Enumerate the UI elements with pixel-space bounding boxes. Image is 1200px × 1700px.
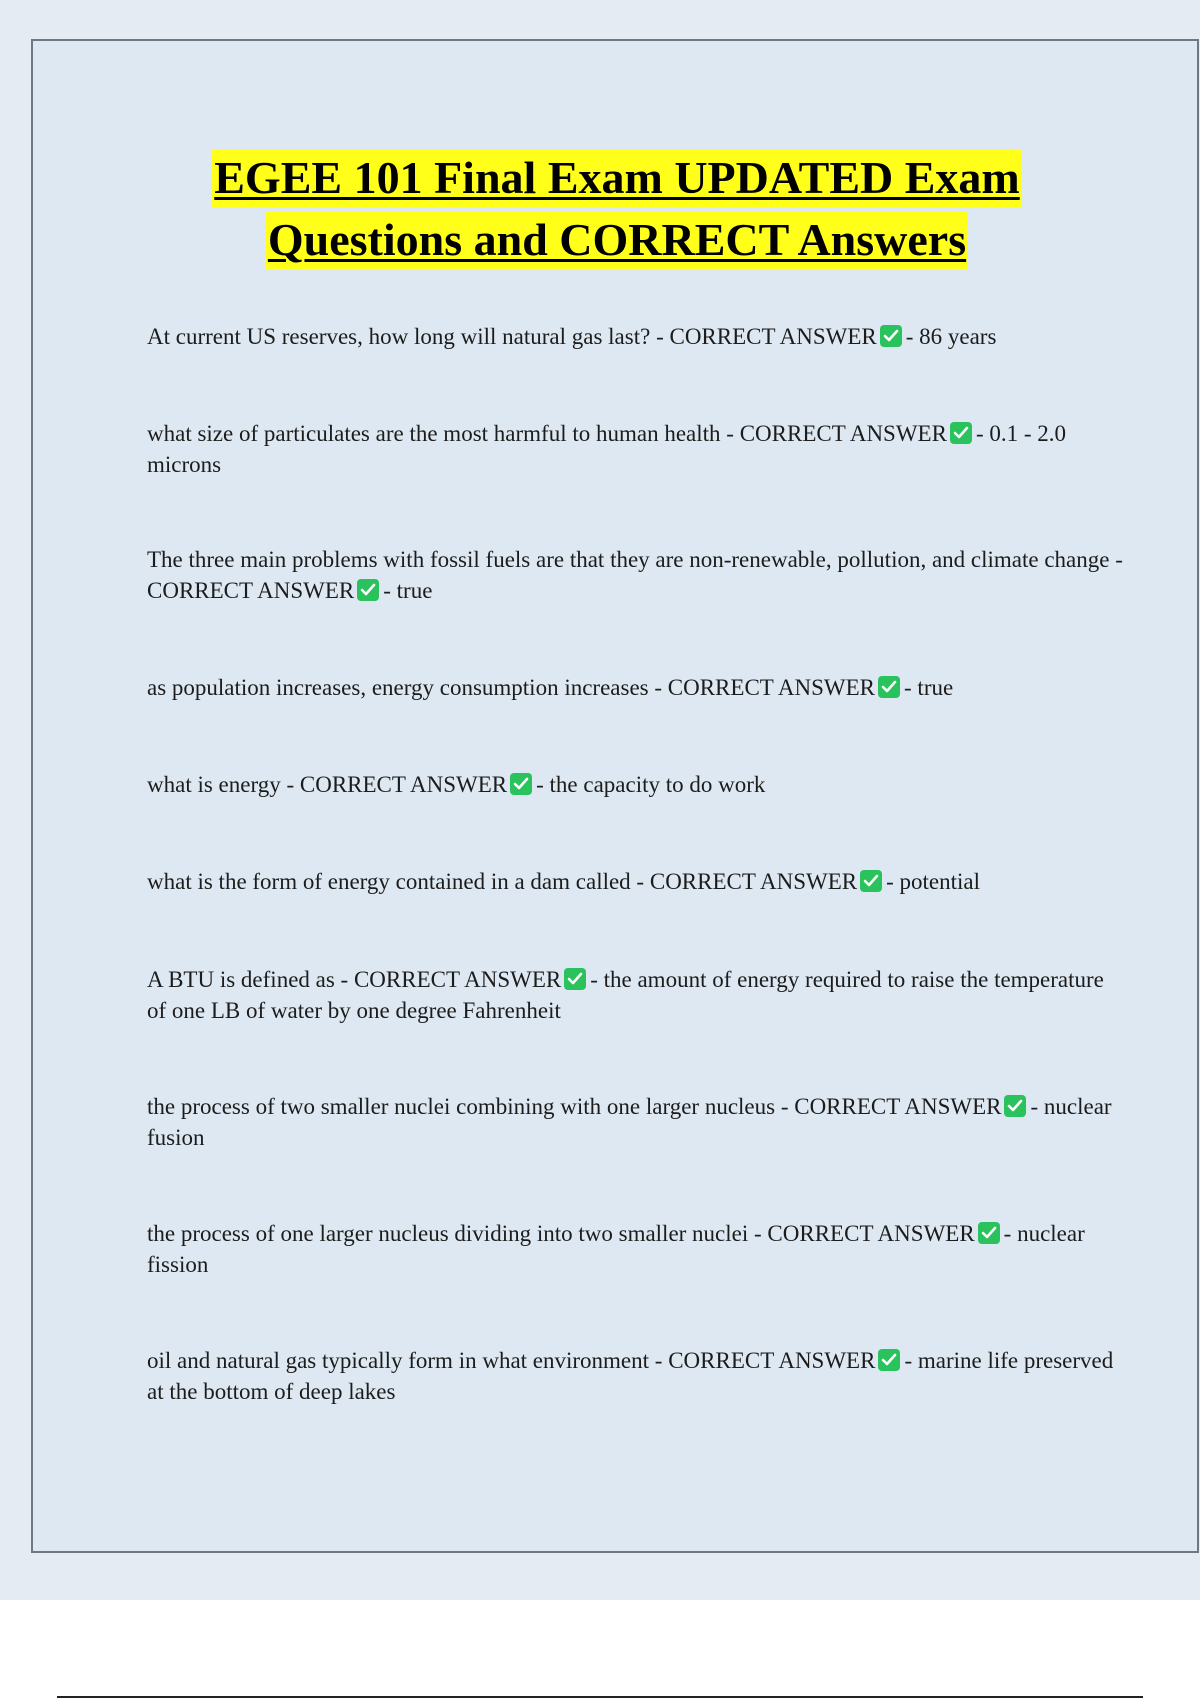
green-checkmark-icon <box>978 1222 1000 1244</box>
answer-text: - the amount of energy required to raise the temperature of one LB of water by one degree Fahrenheit <box>147 967 1104 1023</box>
footer-divider <box>57 1696 1143 1698</box>
answer-text: - true <box>904 675 954 700</box>
qa-item <box>147 866 1127 897</box>
question-text: what is the form of energy contained in a dam called - <box>147 869 650 894</box>
qa-item <box>147 1218 1127 1280</box>
question-text: what is energy - <box>147 772 300 797</box>
green-checkmark-icon <box>564 968 586 990</box>
question-text: the process of two smaller nuclei combining with one larger nucleus - <box>147 1094 795 1119</box>
question-text: as population increases, energy consumption increases - <box>147 675 668 700</box>
answer-text: - the capacity to do work <box>536 772 766 797</box>
answer-label: CORRECT ANSWER <box>353 967 562 992</box>
qa-item <box>147 544 1127 606</box>
green-checkmark-icon <box>357 579 379 601</box>
answer-text: - 86 years <box>905 324 997 349</box>
answer-label: CORRECT ANSWER <box>667 675 876 700</box>
answer-label: CORRECT ANSWER <box>767 1221 975 1246</box>
green-checkmark-icon <box>510 773 532 795</box>
question-text: oil and natural gas typically form in what environment - <box>147 1348 669 1373</box>
answer-label: CORRECT ANSWER <box>649 869 858 894</box>
answer-text: - nuclear fission <box>147 1221 1085 1277</box>
question-text: what size of particulates are the most harmful to human health - <box>147 421 740 446</box>
qa-item <box>147 418 1127 480</box>
green-checkmark-icon <box>860 870 882 892</box>
question-text: The three main problems with fossil fuels are that they are non-renewable, pollution, and climate change - <box>147 547 1123 572</box>
answer-label: CORRECT ANSWER <box>147 578 355 603</box>
qa-item <box>147 1091 1127 1153</box>
answer-label: CORRECT ANSWER <box>739 421 947 446</box>
qa-item <box>147 1345 1127 1407</box>
answer-text: - potential <box>886 869 980 894</box>
answer-label: CORRECT ANSWER <box>299 772 508 797</box>
qa-item <box>147 672 1127 703</box>
green-checkmark-icon <box>950 422 972 444</box>
answer-label: CORRECT ANSWER <box>794 1094 1002 1119</box>
green-checkmark-icon <box>880 325 902 347</box>
qa-item <box>147 769 1127 800</box>
title-line-2: Questions and CORRECT Answers <box>266 211 968 269</box>
answer-text: - marine life preserved at the bottom of deep lakes <box>147 1348 1114 1404</box>
title-line-1: EGEE 101 Final Exam UPDATED Exam <box>212 149 1022 207</box>
question-text: At current US reserves, how long will natural gas last? - <box>147 324 670 349</box>
qa-item <box>147 321 1127 352</box>
green-checkmark-icon <box>878 1349 900 1371</box>
answer-text: - true <box>383 578 433 603</box>
green-checkmark-icon <box>878 676 900 698</box>
answer-label: CORRECT ANSWER <box>669 324 877 349</box>
answer-text: - 0.1 - 2.0 microns <box>147 421 1067 477</box>
document-page <box>31 39 1199 1553</box>
answer-label: CORRECT ANSWER <box>668 1348 876 1373</box>
document-title <box>33 149 1200 273</box>
green-checkmark-icon <box>1004 1095 1026 1117</box>
qa-item <box>147 964 1127 1026</box>
question-text: the process of one larger nucleus dividing into two smaller nuclei - <box>147 1221 768 1246</box>
question-text: A BTU is defined as - <box>147 967 354 992</box>
answer-text: - nuclear fusion <box>147 1094 1112 1150</box>
